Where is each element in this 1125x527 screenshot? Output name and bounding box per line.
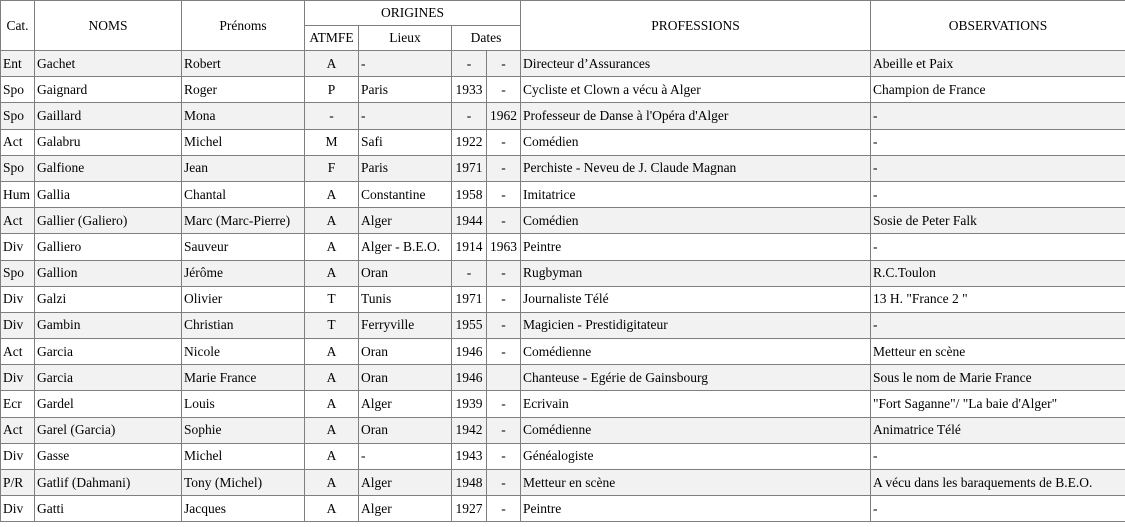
cell-date-fin — [487, 365, 521, 391]
cell-date-fin: - — [487, 312, 521, 338]
cell-nom: Gallion — [35, 260, 182, 286]
cell-profession: Directeur d’Assurances — [521, 51, 871, 77]
cell-date-naissance: - — [452, 51, 487, 77]
table-row — [1, 51, 1125, 77]
table-row — [1, 103, 1125, 129]
cell-nom: Gachet — [35, 51, 182, 77]
cell-cat: Div — [1, 286, 35, 312]
cell-date-naissance: - — [452, 260, 487, 286]
header-observations: OBSERVATIONS — [871, 1, 1125, 51]
cell-profession: Journaliste Télé — [521, 286, 871, 312]
cell-date-naissance: 1971 — [452, 286, 487, 312]
cell-cat: Act — [1, 129, 35, 155]
cell-profession: Peintre — [521, 234, 871, 260]
cell-prenom: Olivier — [182, 286, 305, 312]
cell-origine: P — [305, 77, 359, 103]
cell-origine: A — [305, 208, 359, 234]
cell-observation: 13 H. "France 2 " — [871, 286, 1125, 312]
cell-date-naissance: 1922 — [452, 129, 487, 155]
cell-observation: Sous le nom de Marie France — [871, 365, 1125, 391]
cell-origine: M — [305, 129, 359, 155]
cell-date-fin: - — [487, 155, 521, 181]
header-noms: NOMS — [35, 1, 182, 51]
cell-profession: Imitatrice — [521, 181, 871, 207]
cell-date-naissance: 1943 — [452, 443, 487, 469]
cell-lieu: Oran — [359, 365, 452, 391]
cell-observation: - — [871, 103, 1125, 129]
cell-lieu: Ferryville — [359, 312, 452, 338]
table-row — [1, 417, 1125, 443]
cell-date-fin: - — [487, 470, 521, 496]
cell-origine: A — [305, 391, 359, 417]
header-lieux: Lieux — [359, 26, 452, 51]
cell-origine: A — [305, 417, 359, 443]
cell-profession: Professeur de Danse à l'Opéra d'Alger — [521, 103, 871, 129]
cell-origine: A — [305, 260, 359, 286]
table-row — [1, 155, 1125, 181]
cell-cat: Spo — [1, 155, 35, 181]
cell-cat: Div — [1, 234, 35, 260]
cell-prenom: Louis — [182, 391, 305, 417]
cell-lieu: - — [359, 51, 452, 77]
cell-origine: A — [305, 496, 359, 522]
cell-date-fin: - — [487, 496, 521, 522]
cell-lieu: - — [359, 443, 452, 469]
cell-cat: Div — [1, 312, 35, 338]
cell-observation: - — [871, 155, 1125, 181]
cell-profession: Peintre — [521, 496, 871, 522]
table-row — [1, 470, 1125, 496]
cell-nom: Galzi — [35, 286, 182, 312]
cell-cat: Spo — [1, 260, 35, 286]
cell-lieu: Alger — [359, 208, 452, 234]
cell-lieu: - — [359, 103, 452, 129]
cell-prenom: Michel — [182, 129, 305, 155]
cell-cat: Hum — [1, 181, 35, 207]
cell-observation: Animatrice Télé — [871, 417, 1125, 443]
header-origines: ORIGINES — [305, 1, 521, 26]
cell-lieu: Paris — [359, 155, 452, 181]
cell-observation: R.C.Toulon — [871, 260, 1125, 286]
cell-prenom: Christian — [182, 312, 305, 338]
cell-origine: A — [305, 234, 359, 260]
cell-origine: A — [305, 470, 359, 496]
header-professions: PROFESSIONS — [521, 1, 871, 51]
header-prenoms: Prénoms — [182, 1, 305, 51]
cell-date-fin: - — [487, 339, 521, 365]
table-header — [1, 1, 1125, 51]
cell-cat: Act — [1, 339, 35, 365]
cell-nom: Gambin — [35, 312, 182, 338]
cell-date-naissance: 1948 — [452, 470, 487, 496]
table-row — [1, 181, 1125, 207]
table-body — [1, 51, 1125, 522]
table-row — [1, 129, 1125, 155]
table-row — [1, 260, 1125, 286]
table-row — [1, 365, 1125, 391]
cell-cat: Act — [1, 208, 35, 234]
cell-date-fin: - — [487, 391, 521, 417]
cell-lieu: Constantine — [359, 181, 452, 207]
cell-prenom: Jacques — [182, 496, 305, 522]
cell-date-naissance: 1958 — [452, 181, 487, 207]
cell-cat: Spo — [1, 103, 35, 129]
cell-profession: Comédien — [521, 208, 871, 234]
table-row — [1, 496, 1125, 522]
cell-profession: Magicien - Prestidigitateur — [521, 312, 871, 338]
table-row — [1, 391, 1125, 417]
cell-lieu: Safi — [359, 129, 452, 155]
cell-profession: Comédienne — [521, 339, 871, 365]
table-row — [1, 339, 1125, 365]
cell-cat: Ecr — [1, 391, 35, 417]
cell-prenom: Marc (Marc-Pierre) — [182, 208, 305, 234]
cell-nom: Gardel — [35, 391, 182, 417]
cell-lieu: Alger — [359, 470, 452, 496]
cell-lieu: Oran — [359, 339, 452, 365]
cell-cat: Div — [1, 496, 35, 522]
cell-prenom: Roger — [182, 77, 305, 103]
cell-date-naissance: 1933 — [452, 77, 487, 103]
cell-observation: Champion de France — [871, 77, 1125, 103]
cell-profession: Comédienne — [521, 417, 871, 443]
cell-origine: A — [305, 181, 359, 207]
cell-nom: Gasse — [35, 443, 182, 469]
cell-date-naissance: 1914 — [452, 234, 487, 260]
cell-date-fin: - — [487, 181, 521, 207]
cell-lieu: Oran — [359, 260, 452, 286]
cell-prenom: Sauveur — [182, 234, 305, 260]
cell-nom: Galfione — [35, 155, 182, 181]
cell-lieu: Paris — [359, 77, 452, 103]
cell-lieu: Alger - B.E.O. — [359, 234, 452, 260]
cell-date-fin: - — [487, 417, 521, 443]
cell-date-naissance: 1955 — [452, 312, 487, 338]
cell-nom: Gaignard — [35, 77, 182, 103]
cell-cat: Act — [1, 417, 35, 443]
cell-nom: Garcia — [35, 365, 182, 391]
cell-prenom: Sophie — [182, 417, 305, 443]
cell-nom: Gallia — [35, 181, 182, 207]
cell-observation: Abeille et Paix — [871, 51, 1125, 77]
table-row — [1, 234, 1125, 260]
cell-prenom: Nicole — [182, 339, 305, 365]
cell-observation: - — [871, 181, 1125, 207]
cell-origine: - — [305, 103, 359, 129]
cell-lieu: Tunis — [359, 286, 452, 312]
cell-observation: - — [871, 312, 1125, 338]
cell-lieu: Oran — [359, 417, 452, 443]
cell-cat: Div — [1, 443, 35, 469]
cell-origine: A — [305, 339, 359, 365]
cell-profession: Chanteuse - Egérie de Gainsbourg — [521, 365, 871, 391]
cell-cat: Spo — [1, 77, 35, 103]
cell-cat: P/R — [1, 470, 35, 496]
cell-observation: - — [871, 443, 1125, 469]
cell-nom: Gatlif (Dahmani) — [35, 470, 182, 496]
table-row — [1, 286, 1125, 312]
cell-observation: A vécu dans les baraquements de B.E.O. — [871, 470, 1125, 496]
cell-cat: Ent — [1, 51, 35, 77]
header-cat: Cat. — [1, 1, 35, 51]
cell-prenom: Marie France — [182, 365, 305, 391]
cell-origine: F — [305, 155, 359, 181]
cell-nom: Garel (Garcia) — [35, 417, 182, 443]
cell-date-fin: - — [487, 77, 521, 103]
cell-date-fin: - — [487, 260, 521, 286]
header-dates: Dates — [452, 26, 521, 51]
cell-prenom: Jérôme — [182, 260, 305, 286]
cell-profession: Perchiste - Neveu de J. Claude Magnan — [521, 155, 871, 181]
cell-date-fin: - — [487, 129, 521, 155]
table-row — [1, 312, 1125, 338]
cell-lieu: Alger — [359, 391, 452, 417]
cell-lieu: Alger — [359, 496, 452, 522]
cell-prenom: Robert — [182, 51, 305, 77]
cell-date-naissance: 1942 — [452, 417, 487, 443]
cell-observation: "Fort Saganne"/ "La baie d'Alger" — [871, 391, 1125, 417]
cell-date-naissance: 1939 — [452, 391, 487, 417]
cell-nom: Galliero — [35, 234, 182, 260]
cell-observation: - — [871, 129, 1125, 155]
cell-date-fin: 1962 — [487, 103, 521, 129]
cell-origine: A — [305, 51, 359, 77]
cell-nom: Garcia — [35, 339, 182, 365]
cell-profession: Metteur en scène — [521, 470, 871, 496]
cell-nom: Gaillard — [35, 103, 182, 129]
cell-date-fin: - — [487, 208, 521, 234]
cell-nom: Gatti — [35, 496, 182, 522]
cell-prenom: Michel — [182, 443, 305, 469]
cell-observation: - — [871, 234, 1125, 260]
table-row — [1, 443, 1125, 469]
cell-prenom: Chantal — [182, 181, 305, 207]
cell-prenom: Tony (Michel) — [182, 470, 305, 496]
cell-profession: Ecrivain — [521, 391, 871, 417]
cell-origine: T — [305, 312, 359, 338]
table-row — [1, 208, 1125, 234]
cell-date-naissance: 1946 — [452, 339, 487, 365]
cell-profession: Rugbyman — [521, 260, 871, 286]
table-row — [1, 77, 1125, 103]
cell-observation: Sosie de Peter Falk — [871, 208, 1125, 234]
cell-origine: A — [305, 443, 359, 469]
cell-prenom: Mona — [182, 103, 305, 129]
cell-date-naissance: 1927 — [452, 496, 487, 522]
cell-nom: Galabru — [35, 129, 182, 155]
cell-profession: Généalogiste — [521, 443, 871, 469]
cell-date-naissance: 1971 — [452, 155, 487, 181]
cell-date-naissance: 1944 — [452, 208, 487, 234]
cell-origine: T — [305, 286, 359, 312]
cell-date-fin: - — [487, 443, 521, 469]
cell-date-naissance: 1946 — [452, 365, 487, 391]
cell-date-naissance: - — [452, 103, 487, 129]
cell-observation: Metteur en scène — [871, 339, 1125, 365]
cell-date-fin: - — [487, 286, 521, 312]
cell-observation: - — [871, 496, 1125, 522]
cell-date-fin: 1963 — [487, 234, 521, 260]
header-atmfe: ATMFE — [305, 26, 359, 51]
cell-prenom: Jean — [182, 155, 305, 181]
cell-cat: Div — [1, 365, 35, 391]
cell-date-fin: - — [487, 51, 521, 77]
cell-profession: Cycliste et Clown a vécu à Alger — [521, 77, 871, 103]
cell-profession: Comédien — [521, 129, 871, 155]
cell-nom: Gallier (Galiero) — [35, 208, 182, 234]
cell-origine: A — [305, 365, 359, 391]
